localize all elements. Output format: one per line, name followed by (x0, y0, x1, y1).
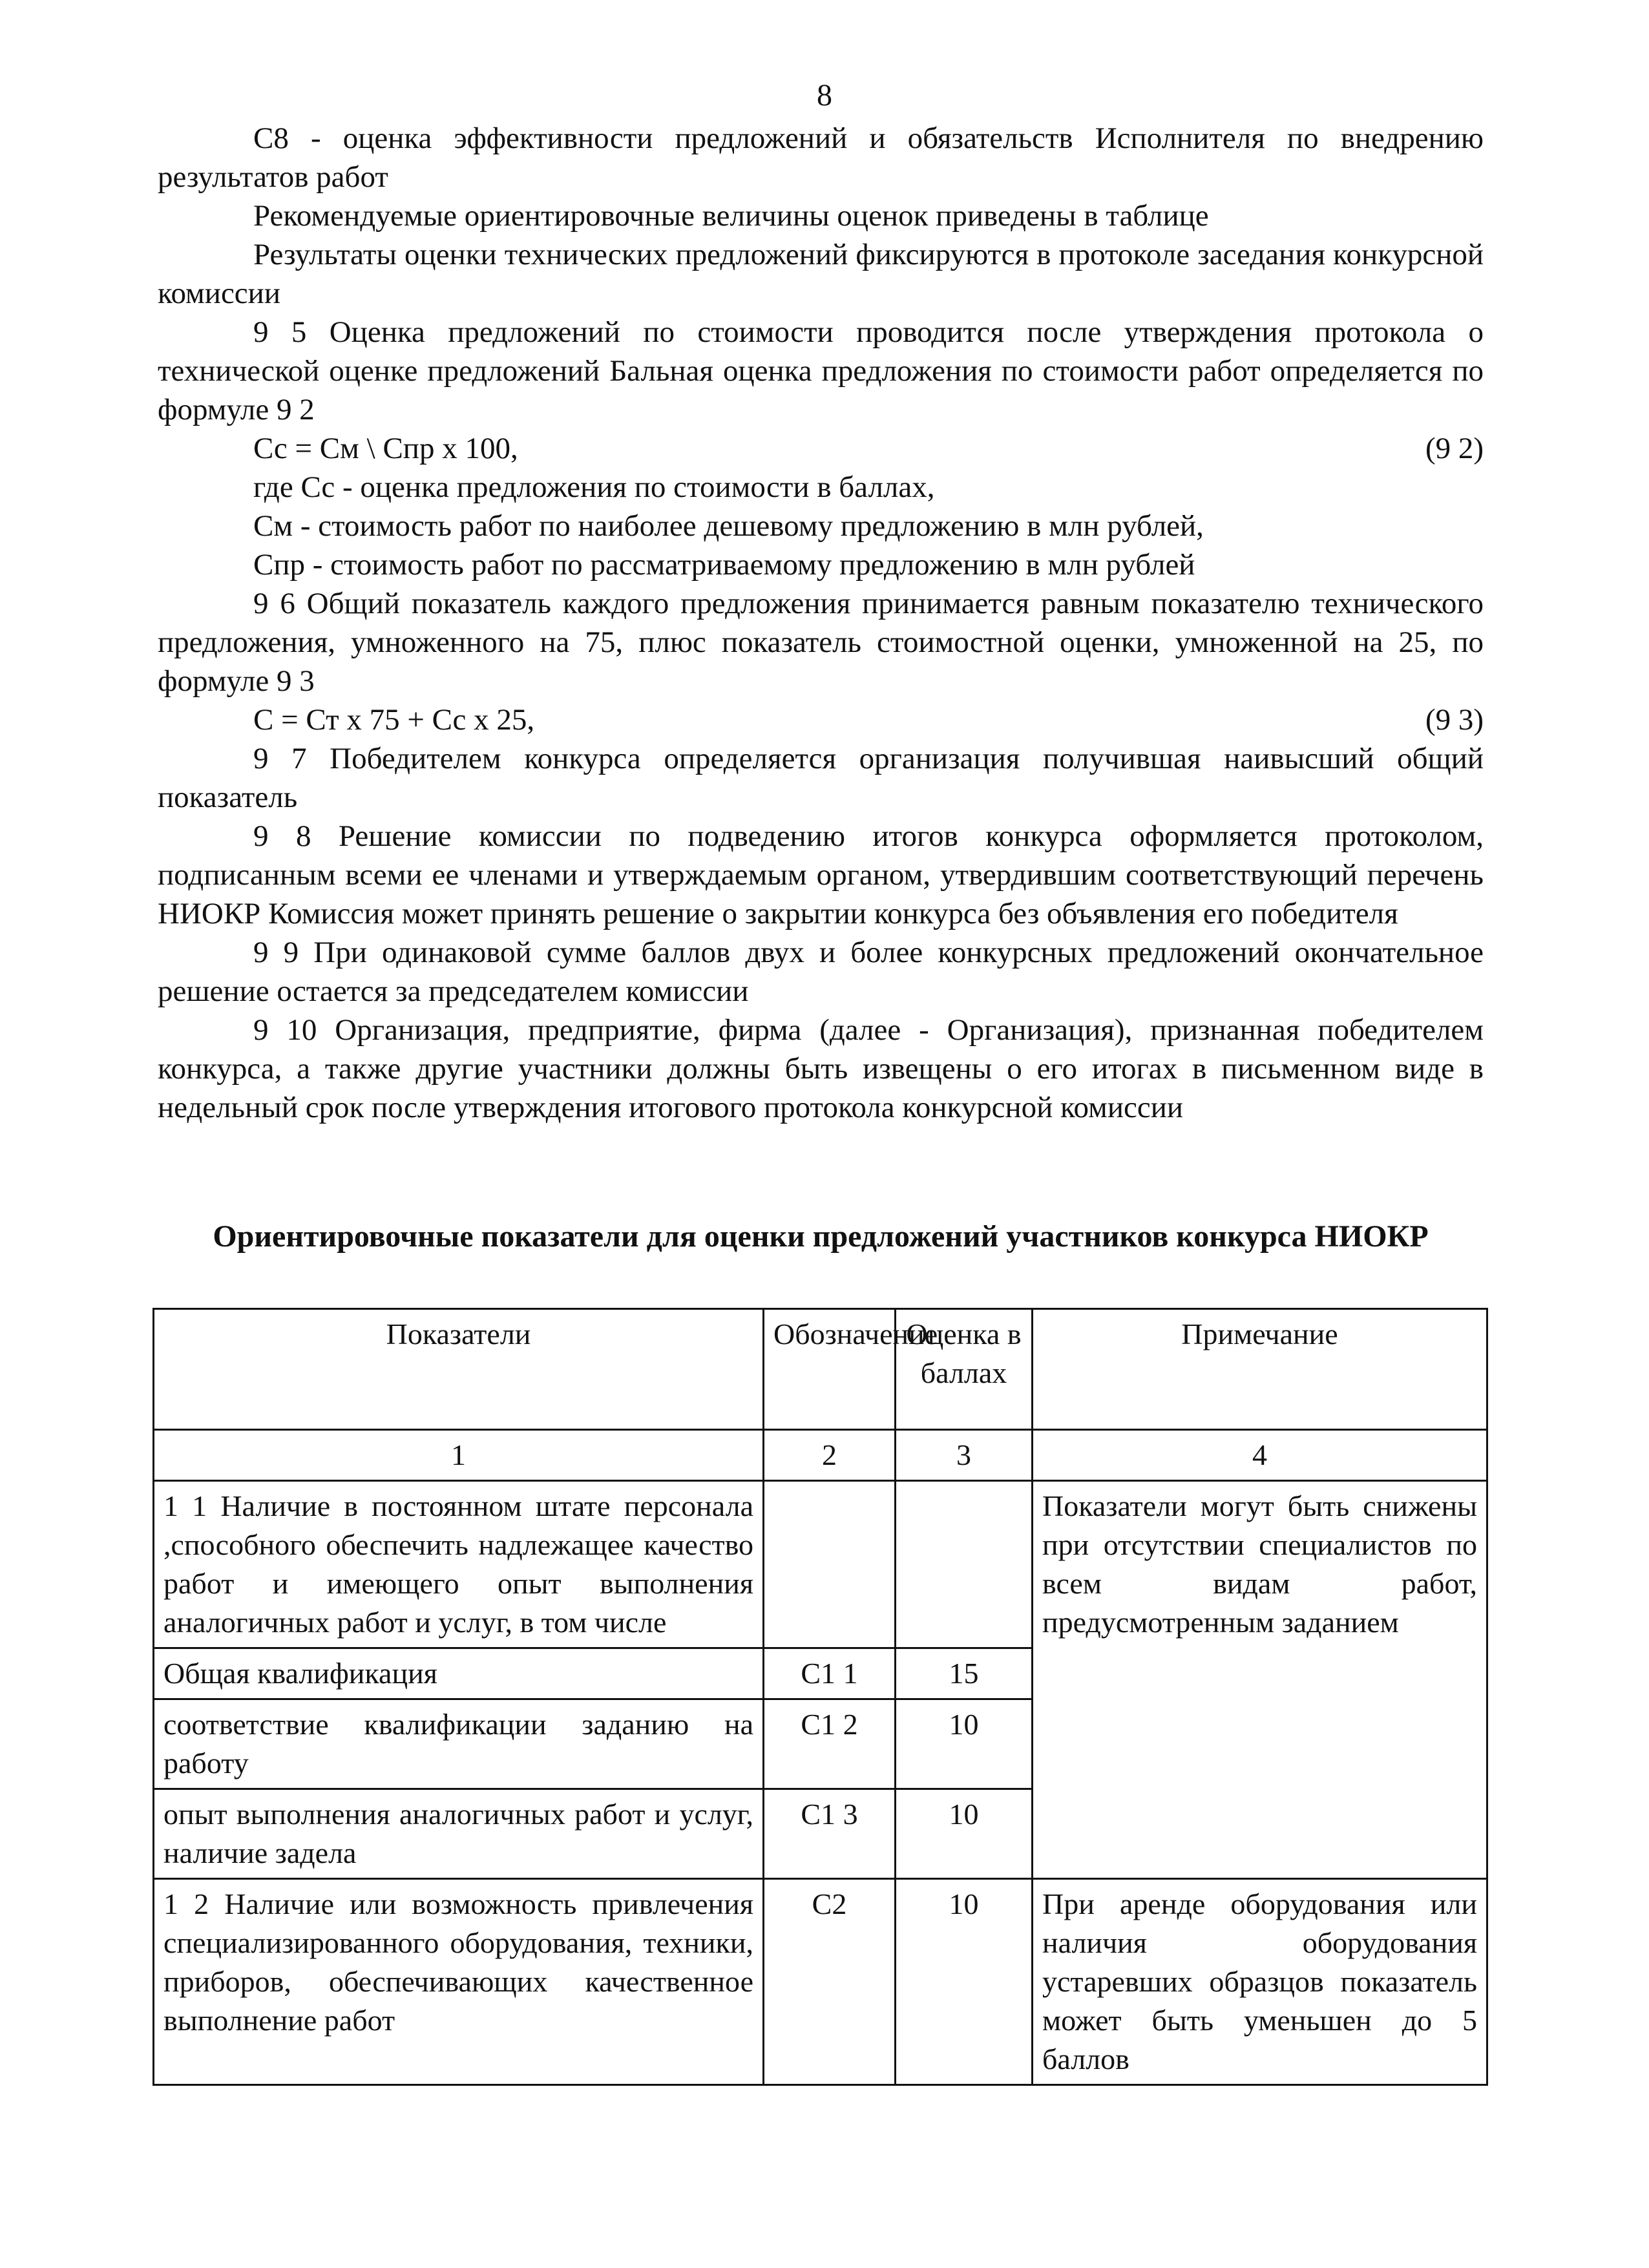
col-number-1: 1 (154, 1430, 764, 1481)
row-score: 10 (896, 1699, 1033, 1789)
row-indicator: 1 2 Наличие или возможность привлечения специализированного оборудования, техники, приборов, обеспечивающих качественное выполнение работ (154, 1879, 764, 2085)
formula-9-3-number: (9 3) (1425, 703, 1484, 737)
paragraph-9-6: 9 6 Общий показатель каждого предложения принимается равным показателю технического предложения, умноженного на 75, плюс показатель стоимостной оценки, умноженной на 25, по формуле 9 3 (158, 587, 1484, 698)
paragraph-cm: См - стоимость работ по наиболее дешевому предложению в млн рублей, (253, 509, 1204, 543)
row-designation: С1 1 (764, 1648, 896, 1699)
row-score (896, 1481, 1033, 1648)
header-score: Оценка в баллах (896, 1309, 1033, 1430)
column-number-row (154, 1430, 1487, 1481)
row-designation (764, 1481, 896, 1648)
header-designation: Обозначение (764, 1309, 896, 1430)
row-designation: С1 2 (764, 1699, 896, 1789)
formula-9-2-number: (9 2) (1425, 432, 1484, 465)
table-row (154, 1879, 1487, 2085)
paragraph-9-8: 9 8 Решение комиссии по подведению итогов конкурса оформляется протоколом, подписанным всеми ее членами и утверждаемым органом, утвердившим соответствующий перечень НИОКР Комиссия может принять решение о закрытии конкурса без объявления его победителя (158, 819, 1484, 930)
paragraph-9-9: 9 9 При одинаковой сумме баллов двух и более конкурсных предложений окончательное решение остается за председателем комиссии (158, 936, 1484, 1008)
col-number-2: 2 (764, 1430, 896, 1481)
row-indicator: соответствие квалификации заданию на работу (154, 1699, 764, 1789)
row-score: 10 (896, 1879, 1033, 2085)
page-number: 8 (817, 78, 832, 112)
paragraph-c8: C8 - оценка эффективности предложений и обязательств Исполнителя по внедрению результатов работ (158, 121, 1484, 194)
row-designation: С1 3 (764, 1789, 896, 1879)
table-row (154, 1481, 1487, 1648)
formula-9-2 (158, 429, 1484, 468)
paragraph-recommended: Рекомендуемые ориентировочные величины оценок приведены в таблице (253, 199, 1209, 233)
row-note: При аренде оборудования или наличия оборудования устаревших образцов показатель может быть уменьшен до 5 баллов (1033, 1879, 1487, 2085)
formula-9-3-text: С = Ст х 75 + Сс х 25, (253, 703, 535, 737)
row-indicator: опыт выполнения аналогичных работ и услуг, наличие задела (154, 1789, 764, 1879)
paragraph-cpr: Спр - стоимость работ по рассматриваемому предложению в млн рублей (253, 548, 1195, 582)
paragraph-9-5: 9 5 Оценка предложений по стоимости проводится после утверждения протокола о технической оценке предложений Бальная оценка предложения по стоимости работ определяется по формуле 9 2 (158, 315, 1484, 426)
criteria-table (152, 1308, 1488, 2086)
col-number-4: 4 (1033, 1430, 1487, 1481)
row-score: 10 (896, 1789, 1033, 1879)
formula-9-2-text: Сс = См \ Спр х 100, (253, 432, 518, 465)
row-designation: С2 (764, 1879, 896, 2085)
table-title: Ориентировочные показатели для оценки предложений участников конкурса НИОКР (213, 1219, 1429, 1254)
row-indicator: Общая квалификация (154, 1648, 764, 1699)
row-note: Показатели могут быть снижены при отсутствии специалистов по всем видам работ, предусмотренным заданием (1033, 1481, 1487, 1879)
row-indicator: 1 1 Наличие в постоянном штате персонала ,способного обеспечить надлежащее качество работ и имеющего опыт выполнения аналогичных работ и услуг, в том числе (154, 1481, 764, 1648)
paragraph-9-7: 9 7 Победителем конкурса определяется организация получившая наивысший общий показатель (158, 742, 1484, 814)
header-note: Примечание (1033, 1309, 1487, 1430)
table-header-row (154, 1309, 1487, 1430)
paragraph-9-10: 9 10 Организация, предприятие, фирма (далее - Организация), признанная победителем конкурса, а также другие участники должны быть извещены о его итогах в письменном виде в недельный срок после утверждения итогового протокола конкурсной комиссии (158, 1013, 1484, 1124)
col-number-3: 3 (896, 1430, 1033, 1481)
paragraph-where-cc: где Сс - оценка предложения по стоимости в баллах, (253, 470, 935, 504)
header-indicators: Показатели (154, 1309, 764, 1430)
document-body (158, 119, 1484, 1127)
paragraph-results: Результаты оценки технических предложений фиксируются в протоколе заседания конкурсной комиссии (158, 238, 1484, 310)
formula-9-3 (158, 700, 1484, 739)
row-score: 15 (896, 1648, 1033, 1699)
